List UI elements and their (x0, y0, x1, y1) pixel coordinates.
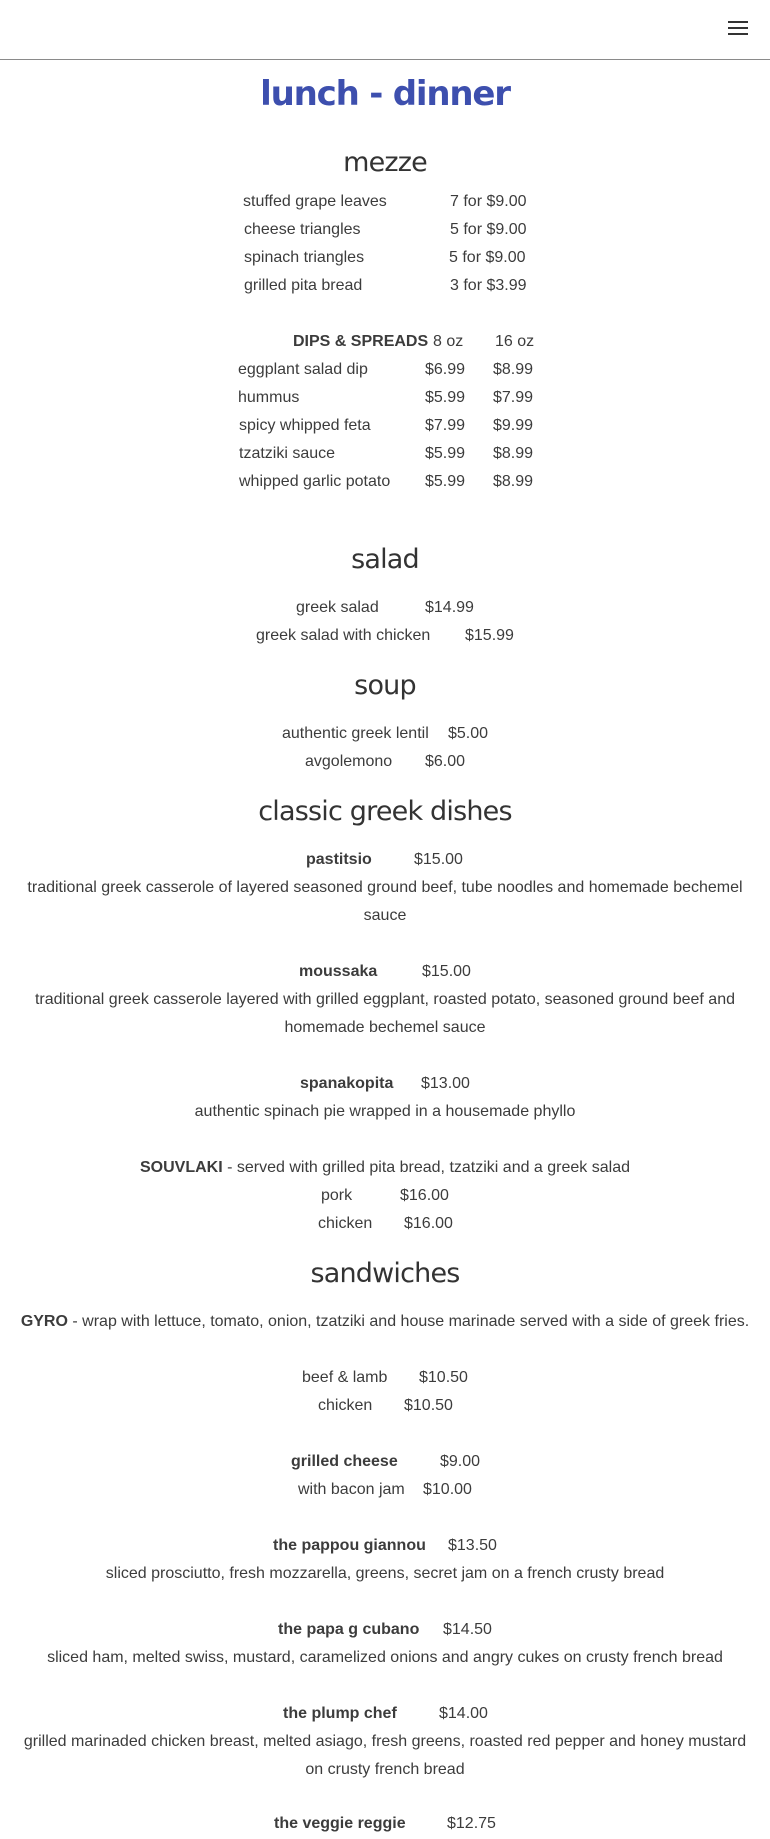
dish-price: $13.00 (421, 1075, 470, 1092)
item-name: beef & lamb (302, 1369, 388, 1386)
hamburger-menu-icon[interactable] (728, 20, 748, 37)
dish-description: sliced prosciutto, fresh mozzarella, greens, secret jam on a french crusty bread (105, 1565, 665, 1582)
section-heading-soup: soup (354, 670, 416, 701)
page-title: lunch - dinner (260, 74, 510, 114)
dish-name: moussaka (299, 963, 378, 980)
menu-item (0, 384, 770, 412)
item-price: $5.00 (448, 725, 489, 742)
item-name: authentic greek lentil (282, 725, 429, 742)
gyro-heading (20, 1308, 750, 1336)
item-price-large: $8.99 (493, 361, 534, 378)
dish-description: traditional greek casserole of layered seasoned ground beef, tube noodles and homemade bechemel sauce (27, 879, 743, 924)
menu-item (0, 244, 770, 272)
menu-item (0, 188, 770, 216)
gyro-desc: - wrap with lettuce, tomato, onion, tzatziki and house marinade served with a side of greek fries. (67, 1313, 750, 1330)
item-name: greek salad (296, 599, 379, 616)
dish-title-row (0, 1700, 770, 1728)
item-name: eggplant salad dip (238, 361, 368, 378)
item-price-large: $8.99 (493, 473, 534, 490)
item-price: $10.00 (423, 1481, 472, 1498)
souvlaki-name: SOUVLAKI (140, 1159, 223, 1176)
souvlaki-desc: - served with grilled pita bread, tzatziki and a greek salad (222, 1159, 630, 1176)
item-price-small: $5.99 (425, 445, 466, 462)
dish-title-row (0, 846, 770, 874)
item-price-small: $5.99 (425, 473, 466, 490)
menu-item (0, 440, 770, 468)
menu-item (0, 272, 770, 300)
item-name: with bacon jam (298, 1481, 405, 1498)
item-price: $10.50 (419, 1369, 468, 1386)
dish-description: sliced ham, melted swiss, mustard, caramelized onions and angry cukes on crusty french bread (47, 1649, 723, 1666)
item-price-small: $7.99 (425, 417, 466, 434)
menu-item (0, 468, 770, 496)
dish-price: $12.75 (447, 1815, 496, 1832)
dish-price: $14.50 (443, 1621, 492, 1638)
dish-price: $15.00 (422, 963, 471, 980)
menu-item (0, 1476, 770, 1504)
item-name: hummus (238, 389, 300, 406)
dish-price: $13.50 (448, 1537, 497, 1554)
item-price: $15.99 (465, 627, 514, 644)
dips-header-row (0, 328, 770, 356)
dish-name: the papa g cubano (278, 1621, 420, 1638)
dish-title-row (0, 1532, 770, 1560)
menu-item (0, 412, 770, 440)
item-price: $16.00 (400, 1187, 449, 1204)
item-name: spinach triangles (244, 249, 365, 266)
item-price: 3 for $3.99 (450, 277, 527, 294)
menu-item (0, 1364, 770, 1392)
menu-item (0, 594, 770, 622)
dish-name: the veggie reggie (274, 1815, 406, 1832)
size-large-label: 16 oz (495, 333, 535, 350)
menu-item (0, 1182, 770, 1210)
menu-item (0, 356, 770, 384)
dish-name: the plump chef (283, 1705, 397, 1722)
dish-title-row (0, 1810, 770, 1838)
dips-heading: DIPS & SPREADS (293, 333, 429, 350)
item-price: 5 for $9.00 (449, 249, 526, 266)
menu-item (0, 1392, 770, 1420)
item-price-small: $5.99 (425, 389, 466, 406)
dish-price: $14.00 (439, 1705, 488, 1722)
item-price-large: $7.99 (493, 389, 534, 406)
dish-name: pastitsio (306, 851, 372, 868)
item-name: chicken (318, 1397, 373, 1414)
menu-item (0, 622, 770, 650)
section-heading-salad: salad (351, 544, 419, 575)
section-heading-sandwiches: sandwiches (310, 1258, 460, 1289)
dish-name: the pappou giannou (273, 1537, 426, 1554)
dish-title-row (0, 958, 770, 986)
item-price: 5 for $9.00 (450, 221, 527, 238)
item-name: greek salad with chicken (256, 627, 431, 644)
item-name: cheese triangles (244, 221, 361, 238)
item-price: $10.50 (404, 1397, 453, 1414)
dish-description: grilled marinaded chicken breast, melted asiago, fresh greens, roasted red pepper and honey mustard on crusty french bread (23, 1733, 747, 1778)
item-name: whipped garlic potato (239, 473, 391, 490)
section-heading-classic: classic greek dishes (258, 796, 512, 827)
section-heading-mezze: mezze (343, 147, 427, 178)
dish-price: $9.00 (440, 1453, 481, 1470)
item-price: $6.00 (425, 753, 466, 770)
size-small-label: 8 oz (433, 333, 464, 350)
dish-price: $15.00 (414, 851, 463, 868)
dish-description: traditional greek casserole layered with grilled eggplant, roasted potato, seasoned ground beef and homemade bechemel sauce (34, 991, 735, 1036)
item-name: grilled pita bread (244, 277, 363, 294)
item-price: $14.99 (425, 599, 474, 616)
item-name: chicken (318, 1215, 373, 1232)
item-price: $16.00 (404, 1215, 453, 1232)
top-bar (0, 0, 770, 60)
item-name: avgolemono (305, 753, 393, 770)
gyro-name: GYRO (20, 1313, 68, 1330)
dish-title-row (0, 1448, 770, 1476)
item-price-large: $8.99 (493, 445, 534, 462)
menu-item (0, 1210, 770, 1238)
dish-title-row (0, 1070, 770, 1098)
item-name: pork (321, 1187, 353, 1204)
item-price-small: $6.99 (425, 361, 466, 378)
souvlaki-heading (20, 1154, 750, 1182)
item-name: stuffed grape leaves (243, 193, 387, 210)
dish-name: grilled cheese (291, 1453, 398, 1470)
menu-item (0, 748, 770, 776)
dish-description: authentic spinach pie wrapped in a housemade phyllo (194, 1103, 576, 1120)
dish-name: spanakopita (300, 1075, 394, 1092)
menu-item (0, 720, 770, 748)
dish-title-row (0, 1616, 770, 1644)
item-price: 7 for $9.00 (450, 193, 527, 210)
item-name: tzatziki sauce (239, 445, 336, 462)
item-price-large: $9.99 (493, 417, 534, 434)
item-name: spicy whipped feta (239, 417, 371, 434)
menu-item (0, 216, 770, 244)
